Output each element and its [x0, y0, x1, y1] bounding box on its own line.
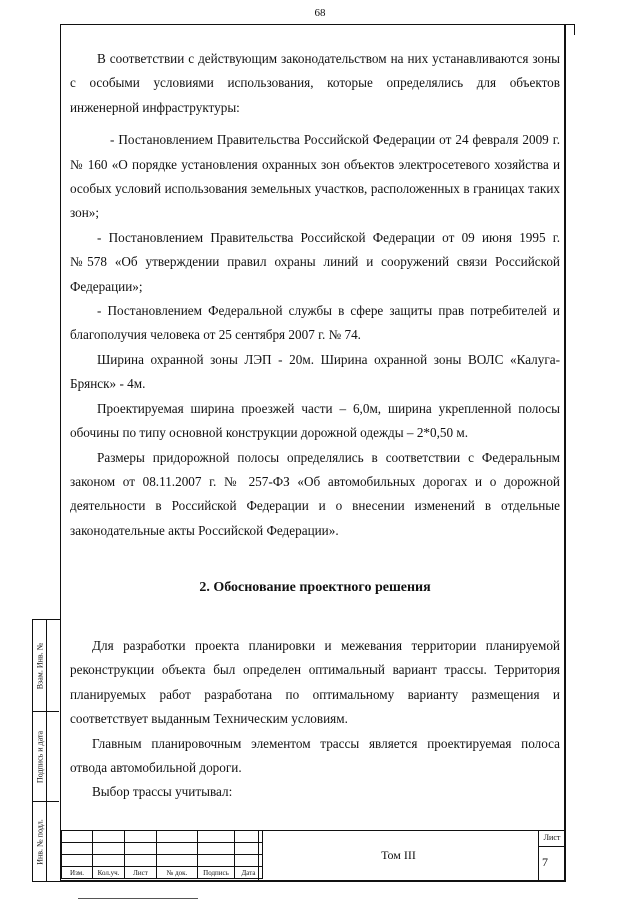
side-cell-replacement	[33, 620, 59, 712]
side-label-replacement: Взам. Инв. №	[35, 642, 44, 689]
cut-line	[78, 898, 198, 899]
stamp-header-doc: № док.	[157, 867, 198, 879]
volume-label: Том III	[258, 830, 538, 881]
paragraph: Проектируемая ширина проезжей части – 6,0м, ширина укрепленной полосы обочины по типу основной конструкции дорожной одежды – 2*0,50 м.	[70, 400, 560, 441]
stamp-header-sheet: Лист	[125, 867, 157, 879]
sheet-number: 7	[542, 855, 548, 869]
stamp-header-signature: Подпись	[198, 867, 235, 879]
sheet-cell	[538, 830, 565, 881]
paragraph: - Постановлением Правительства Российской Федерации от 09 июня 1995 г. №578 «Об утверждении правил охраны линий и сооружений связи Российской Федерации»;	[70, 229, 560, 294]
page-number: 68	[314, 7, 326, 19]
stamp-header-count: Кол.уч.	[93, 867, 125, 879]
frame-corner-mark	[566, 24, 575, 35]
paragraph: - Постановлением Федеральной службы в сфере защиты прав потребителей и благополучия человека от 25 сентября 2007 г. № 74.	[70, 303, 560, 343]
paragraph: Для разработки проекта планировки и межевания территории планируемой реконструкции объекта был определен оптимальный вариант трассы. Территория планируемых работ разработана по оптимальному варианту размещения и соответствует выданным Техническим условиям.	[70, 638, 560, 727]
paragraph: - Постановлением Правительства Российской Федерации от 24 февраля 2009 г. № 160 «О порядке установления охранных зон объектов электросетевого хозяйства и особых условий использования земельных участков, расположенных в границах таких зон»;	[70, 132, 560, 221]
side-label-signature: Подпись и дата	[35, 730, 44, 783]
title-block	[61, 830, 565, 881]
paragraph: Главным планировочным элементом трассы является проектируемая полоса отвода автомобильной дороги.	[70, 735, 560, 776]
paragraph: Ширина охранной зоны ЛЭП - 20м. Ширина охранной зоны ВОЛС «Калуга-Брянск» - 4м.	[70, 351, 560, 392]
body-text-bottom	[70, 634, 560, 805]
binding-strip	[32, 619, 60, 882]
paragraph: Размеры придорожной полосы определялись в соответствии с Федеральным законом от 08.11.2007 г. № 257-ФЗ «Об автомобильных дорогах и о дорожной деятельности в Российской Федерации и о внесении изменений в отдельные законодательные акты Российской Федерации».	[70, 449, 560, 538]
stamp-header-change: Изм.	[62, 867, 93, 879]
stamp-header-date: Дата	[235, 867, 263, 879]
body-text-top	[70, 47, 560, 543]
paragraph: Выбор трассы учитывал:	[92, 784, 233, 800]
revision-table	[61, 830, 263, 879]
section-heading: 2. Обоснование проектного решения	[199, 580, 431, 595]
paragraph: В соответствии с действующим законодательством на них устанавливаются зоны с особыми условиями использования, которые определялись для объектов инженерной инфраструктуры:	[70, 51, 560, 115]
side-label-inventory: Инв. № подл.	[35, 818, 44, 865]
side-cell-signature	[33, 712, 59, 802]
side-cell-inventory	[33, 802, 59, 881]
sheet-label: Лист	[539, 830, 565, 847]
